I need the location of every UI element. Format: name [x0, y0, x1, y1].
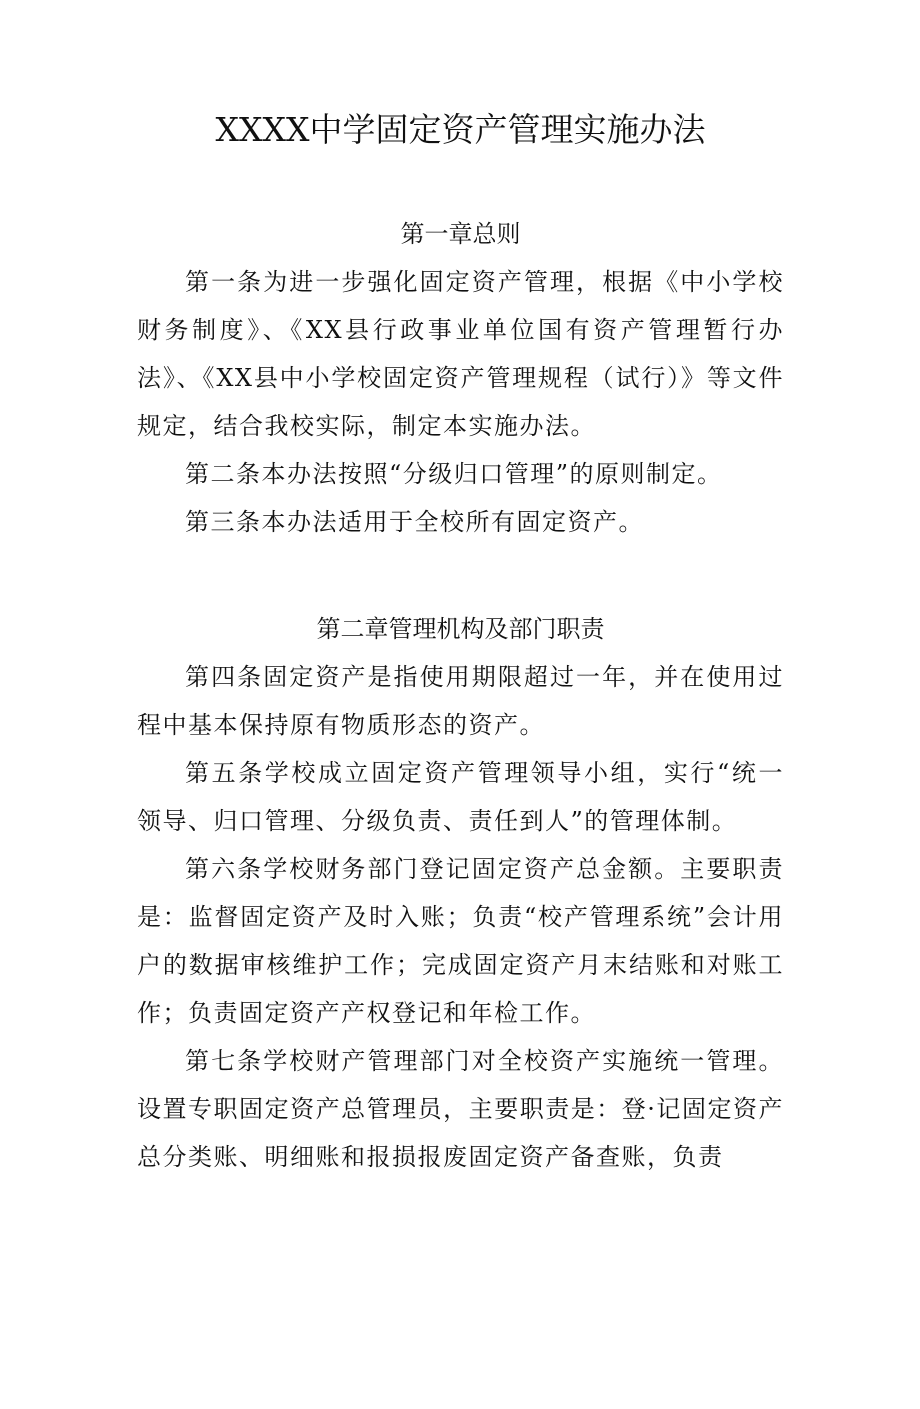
article-7: 第七条学校财产管理部门对全校资产实施统一管理。设置专职固定资产总管理员，主要职责是：登·记固定资产总分类账、明细账和报损报废固定资产备查账，负责: [137, 1047, 784, 1171]
article-1: 第一条为进一步强化固定资产管理，根据《中小学校财务制度》、《XX县行政事业单位国有资产管理暂行办法》、《XX县中小学校固定资产管理规程（试行）》等文件规定，结合我校实际，制定本实施办法。: [137, 268, 784, 440]
article-3: 第三条本办法适用于全校所有固定资产。: [185, 508, 644, 536]
article-6: 第六条学校财务部门登记固定资产总金额。主要职责是：监督固定资产及时入账；负责“校产管理系统”会计用户的数据审核维护工作；完成固定资产月末结账和对账工作；负责固定资产产权登记和年检工作。: [137, 855, 784, 1027]
article-5: 第五条学校成立固定资产管理领导小组，实行“统一领导、归口管理、分级负责、责任到人”的管理体制。: [137, 759, 784, 835]
article-4: 第四条固定资产是指使用期限超过一年，并在使用过程中基本保持原有物质形态的资产。: [137, 663, 784, 739]
chapter-2-heading: 第二章管理机构及部门职责: [316, 615, 605, 643]
document-title: XXXX中学固定资产管理实施办法: [215, 110, 706, 149]
article-2: 第二条本办法按照“分级归口管理”的原则制定。: [185, 460, 723, 488]
chapter-1-heading: 第一章总则: [400, 220, 521, 248]
document-page: [0, 108, 920, 1409]
